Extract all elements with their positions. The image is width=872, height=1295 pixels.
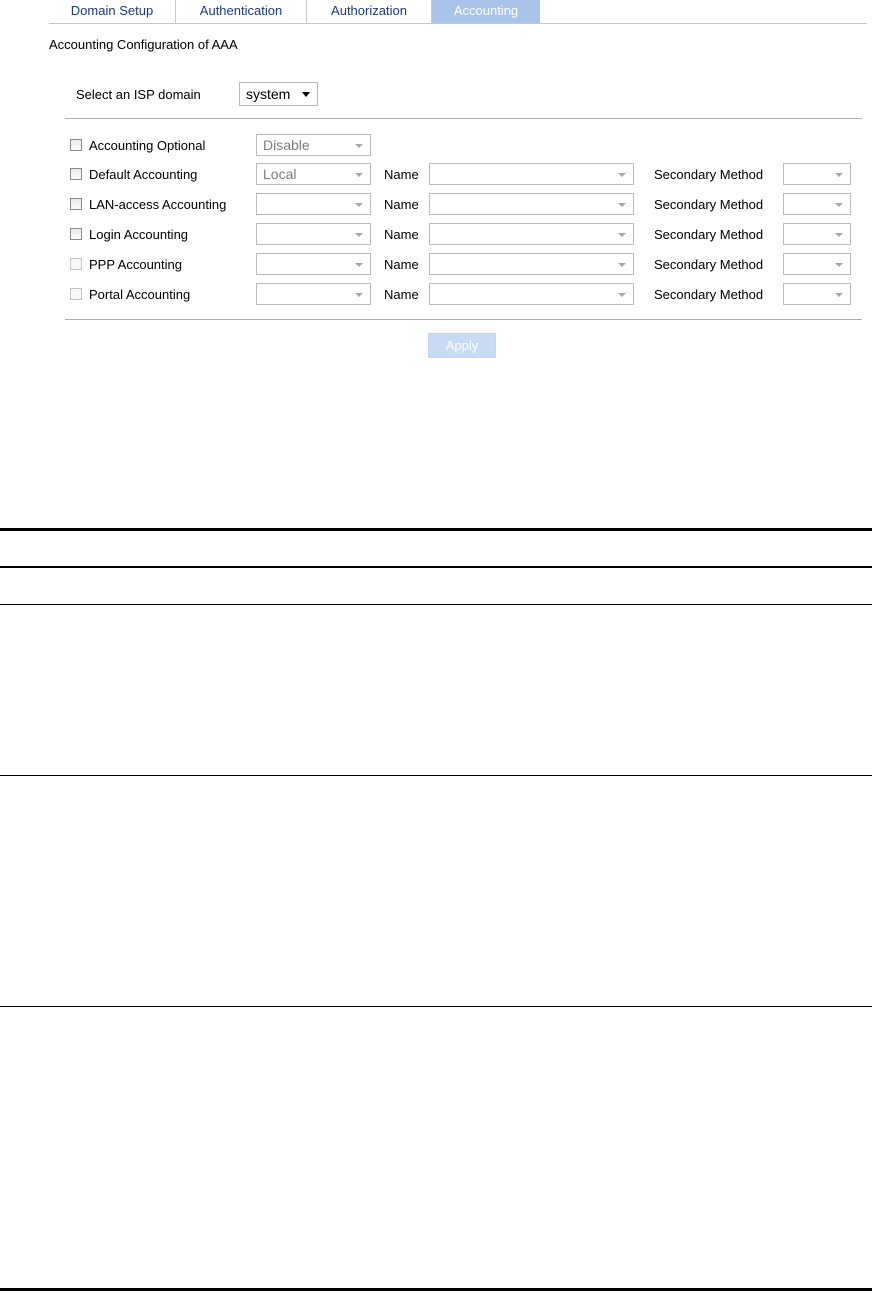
chevron-down-icon — [618, 293, 626, 297]
login-accounting-checkbox[interactable] — [70, 228, 82, 240]
default-accounting-name-select[interactable] — [429, 163, 634, 185]
chevron-down-icon — [302, 92, 310, 97]
chevron-down-icon — [835, 203, 843, 207]
name-label: Name — [384, 257, 419, 272]
lan-access-accounting-checkbox[interactable] — [70, 198, 82, 210]
ppp-accounting-secondary-select[interactable] — [783, 253, 851, 275]
secondary-method-label: Secondary Method — [654, 287, 764, 302]
tab-accounting[interactable]: Accounting — [432, 0, 540, 23]
default-accounting-row — [70, 163, 860, 187]
portal-accounting-label: Portal Accounting — [89, 287, 191, 302]
chevron-down-icon — [355, 293, 363, 297]
accounting-optional-checkbox[interactable] — [70, 139, 82, 151]
ppp-accounting-checkbox[interactable] — [70, 258, 82, 270]
ppp-accounting-name-select[interactable] — [429, 253, 634, 275]
login-accounting-method-select[interactable] — [256, 223, 371, 245]
divider-bottom — [65, 319, 862, 320]
chevron-down-icon — [355, 144, 363, 148]
name-label: Name — [384, 167, 419, 182]
login-accounting-row — [70, 223, 860, 247]
default-accounting-label: Default Accounting — [89, 167, 198, 182]
isp-domain-label: Select an ISP domain — [76, 87, 201, 102]
chevron-down-icon — [355, 263, 363, 267]
isp-domain-value: system — [246, 86, 291, 102]
divider-top — [65, 118, 862, 119]
chevron-down-icon — [835, 263, 843, 267]
tab-authorization[interactable]: Authorization — [307, 0, 432, 23]
tab-authentication[interactable]: Authentication — [176, 0, 307, 23]
section-title: Accounting Configuration of AAA — [49, 37, 238, 52]
secondary-method-label: Secondary Method — [654, 197, 764, 212]
chevron-down-icon — [618, 233, 626, 237]
name-label: Name — [384, 287, 419, 302]
secondary-method-label: Secondary Method — [654, 227, 764, 242]
ppp-accounting-method-select[interactable] — [256, 253, 371, 275]
chevron-down-icon — [355, 203, 363, 207]
secondary-method-label: Secondary Method — [654, 257, 764, 272]
portal-accounting-method-select[interactable] — [256, 283, 371, 305]
portal-accounting-secondary-select[interactable] — [783, 283, 851, 305]
chevron-down-icon — [618, 203, 626, 207]
portal-accounting-checkbox[interactable] — [70, 288, 82, 300]
chevron-down-icon — [835, 233, 843, 237]
name-label: Name — [384, 227, 419, 242]
table-top-rule — [0, 528, 872, 531]
login-accounting-label: Login Accounting — [89, 227, 189, 242]
portal-accounting-row — [70, 283, 860, 307]
accounting-optional-value: Disable — [263, 137, 310, 153]
default-accounting-method-select[interactable] — [256, 163, 371, 185]
tab-domain-setup[interactable]: Domain Setup — [49, 0, 176, 23]
chevron-down-icon — [618, 263, 626, 267]
default-accounting-checkbox[interactable] — [70, 168, 82, 180]
accounting-optional-label: Accounting Optional — [89, 138, 206, 153]
chevron-down-icon — [835, 293, 843, 297]
portal-accounting-name-select[interactable] — [429, 283, 634, 305]
table-header-rule — [0, 566, 872, 568]
table-row-rule — [0, 604, 872, 605]
secondary-method-label: Secondary Method — [654, 167, 764, 182]
login-accounting-name-select[interactable] — [429, 223, 634, 245]
lan-access-accounting-row — [70, 193, 860, 217]
table-bottom-rule — [0, 1288, 872, 1291]
table-row-rule — [0, 1006, 872, 1007]
ppp-accounting-row — [70, 253, 860, 277]
chevron-down-icon — [355, 173, 363, 177]
isp-domain-select[interactable] — [239, 82, 318, 106]
apply-button[interactable]: Apply — [428, 333, 496, 358]
lan-access-accounting-name-select[interactable] — [429, 193, 634, 215]
name-label: Name — [384, 197, 419, 212]
default-accounting-secondary-select[interactable] — [783, 163, 851, 185]
accounting-optional-select[interactable] — [256, 134, 371, 156]
lan-access-accounting-method-select[interactable] — [256, 193, 371, 215]
chevron-down-icon — [355, 233, 363, 237]
ppp-accounting-label: PPP Accounting — [89, 257, 182, 272]
tab-bar — [49, 0, 867, 24]
table-row-rule — [0, 775, 872, 776]
lan-access-accounting-secondary-select[interactable] — [783, 193, 851, 215]
lan-access-accounting-label: LAN-access Accounting — [89, 197, 227, 212]
chevron-down-icon — [835, 173, 843, 177]
chevron-down-icon — [618, 173, 626, 177]
default-accounting-method-value: Local — [263, 166, 297, 182]
accounting-optional-row — [70, 134, 860, 158]
login-accounting-secondary-select[interactable] — [783, 223, 851, 245]
